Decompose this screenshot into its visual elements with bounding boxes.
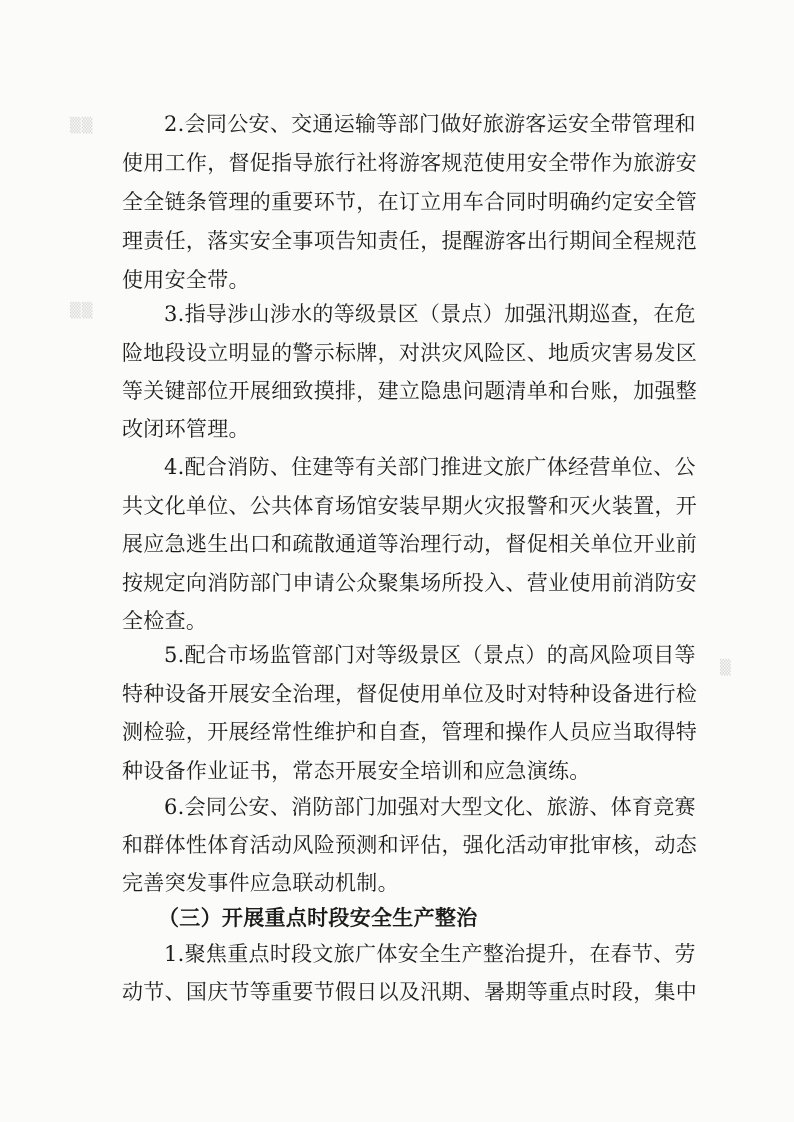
text-line: 等关键部位开展细致摸排，建立隐患问题清单和台账，加强整 [122, 379, 698, 403]
text-line: 全全链条管理的重要环节，在订立用车合同时明确约定安全管 [122, 190, 698, 214]
text-line: 动节、国庆节等重要节假日以及汛期、暑期等重点时段，集中 [122, 980, 698, 1004]
show-through-mark: ▒▒ [70, 118, 94, 134]
text-line: 和群体性体育活动风险预测和评估，强化活动审批审核，动态 [122, 833, 698, 857]
text-line: 4.配合消防、住建等有关部门推进文旅广体经营单位、公 [164, 455, 696, 479]
show-through-mark: ▒▒ [70, 303, 94, 319]
text-line: 6.会同公安、消防部门加强对大型文化、旅游、体育竞赛 [164, 795, 696, 819]
text-line: 使用工作，督促指导旅行社将游客规范使用安全带作为旅游安 [122, 151, 698, 175]
text-line: 理责任，落实安全事项告知责任，提醒游客出行期间全程规范 [122, 229, 698, 253]
text-line: 5.配合市场监管部门对等级景区（景点）的高风险项目等 [164, 643, 696, 667]
text-line: 展应急逃生出口和疏散通道等治理行动，督促相关单位开业前 [122, 532, 698, 556]
text-line: 种设备作业证书，常态开展安全培训和应急演练。 [122, 759, 591, 783]
text-line: 2.会同公安、交通运输等部门做好旅游客运安全带管理和 [164, 112, 696, 136]
text-line: 改闭环管理。 [122, 417, 250, 441]
section-heading: （三）开展重点时段安全生产整治 [158, 906, 478, 930]
text-line: 险地段设立明显的警示标牌，对洪灾风险区、地质灾害易发区 [122, 341, 698, 365]
text-line: 完善突发事件应急联动机制。 [122, 871, 399, 895]
text-line: 使用安全带。 [122, 268, 250, 292]
text-line: 特种设备开展安全治理，督促使用单位及时对特种设备进行检 [122, 682, 698, 706]
text-line: 共文化单位、公共体育场馆安装早期火灾报警和灭火装置，开 [122, 494, 698, 518]
text-line: 全检查。 [122, 609, 208, 633]
text-line: 3.指导涉山涉水的等级景区（景点）加强汛期巡查，在危 [164, 302, 696, 326]
text-line: 按规定向消防部门申请公众聚集场所投入、营业使用前消防安 [122, 571, 698, 595]
show-through-mark: ▒ [720, 660, 732, 676]
text-line: 1.聚焦重点时段文旅广体安全生产整治提升，在春节、劳 [164, 942, 696, 966]
text-line: 测检验，开展经常性维护和自查，管理和操作人员应当取得特 [122, 720, 698, 744]
